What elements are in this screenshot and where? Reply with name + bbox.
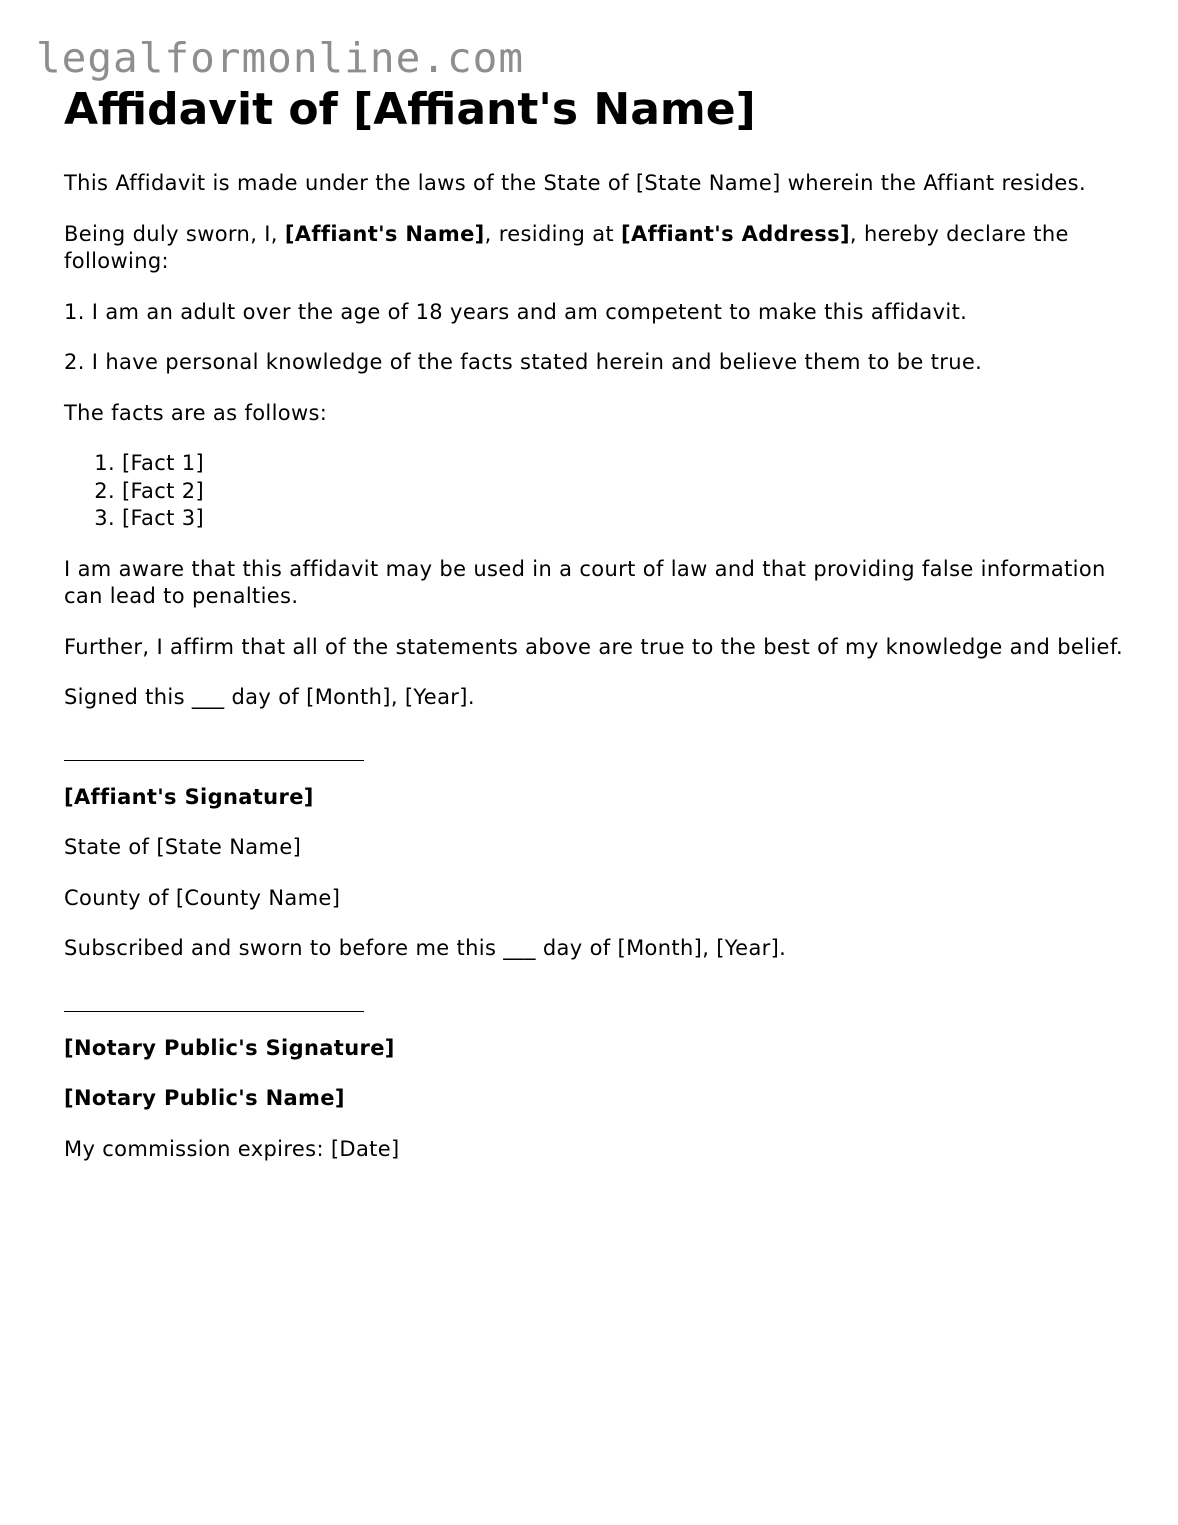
affiant-name: [Affiant's Name]	[284, 221, 485, 246]
notary-name-label: [Notary Public's Name]	[64, 1086, 345, 1110]
intro-paragraph: This Affidavit is made under the laws of the State of [State Name] wherein the Affiant resides.	[64, 171, 1086, 195]
fact-item: 1. [Fact 1]	[122, 450, 1124, 478]
watermark-text: legalformonline.com	[36, 34, 524, 82]
affiant-address: [Affiant's Address]	[621, 221, 850, 246]
awareness-paragraph: I am aware that this affidavit may be used in a court of law and that providing false information can lead to penalties.	[64, 556, 1106, 608]
fact-item: 3. [Fact 3]	[122, 505, 1124, 533]
sworn-declaration	[64, 221, 1124, 276]
statement-age: 1. I am an adult over the age of 18 years and am competent to make this affidavit.	[64, 299, 968, 324]
affiant-signature-line	[64, 760, 364, 761]
statement-knowledge: 2. I have personal knowledge of the facts stated herein and believe them to be true.	[64, 350, 983, 374]
fact-item: 2. [Fact 2]	[122, 478, 1124, 506]
sworn-suffix: , hereby declare the following:	[64, 221, 1069, 273]
notary-signature-label: [Notary Public's Signature]	[64, 1035, 395, 1060]
facts-list	[64, 450, 1124, 533]
sworn-prefix: Being duly sworn, I,	[64, 221, 285, 246]
affidavit-document	[64, 84, 1124, 1163]
sworn-middle: , residing at	[484, 221, 622, 246]
notary-signature-line	[64, 1011, 364, 1012]
affirmation-paragraph: Further, I affirm that all of the statements above are true to the best of my knowledge and belief.	[64, 634, 1124, 659]
state-line: State of [State Name]	[64, 835, 302, 859]
document-title: Affidavit of [Affiant's Name]	[64, 84, 756, 135]
affiant-signature-label: [Affiant's Signature]	[64, 784, 314, 809]
signed-date-line: Signed this ___ day of [Month], [Year].	[64, 685, 475, 709]
subscribed-line: Subscribed and sworn to before me this ___ day of [Month], [Year].	[64, 936, 787, 960]
facts-intro: The facts are as follows:	[64, 400, 328, 425]
county-line: County of [County Name]	[64, 885, 341, 910]
commission-expires-line: My commission expires: [Date]	[64, 1136, 400, 1161]
